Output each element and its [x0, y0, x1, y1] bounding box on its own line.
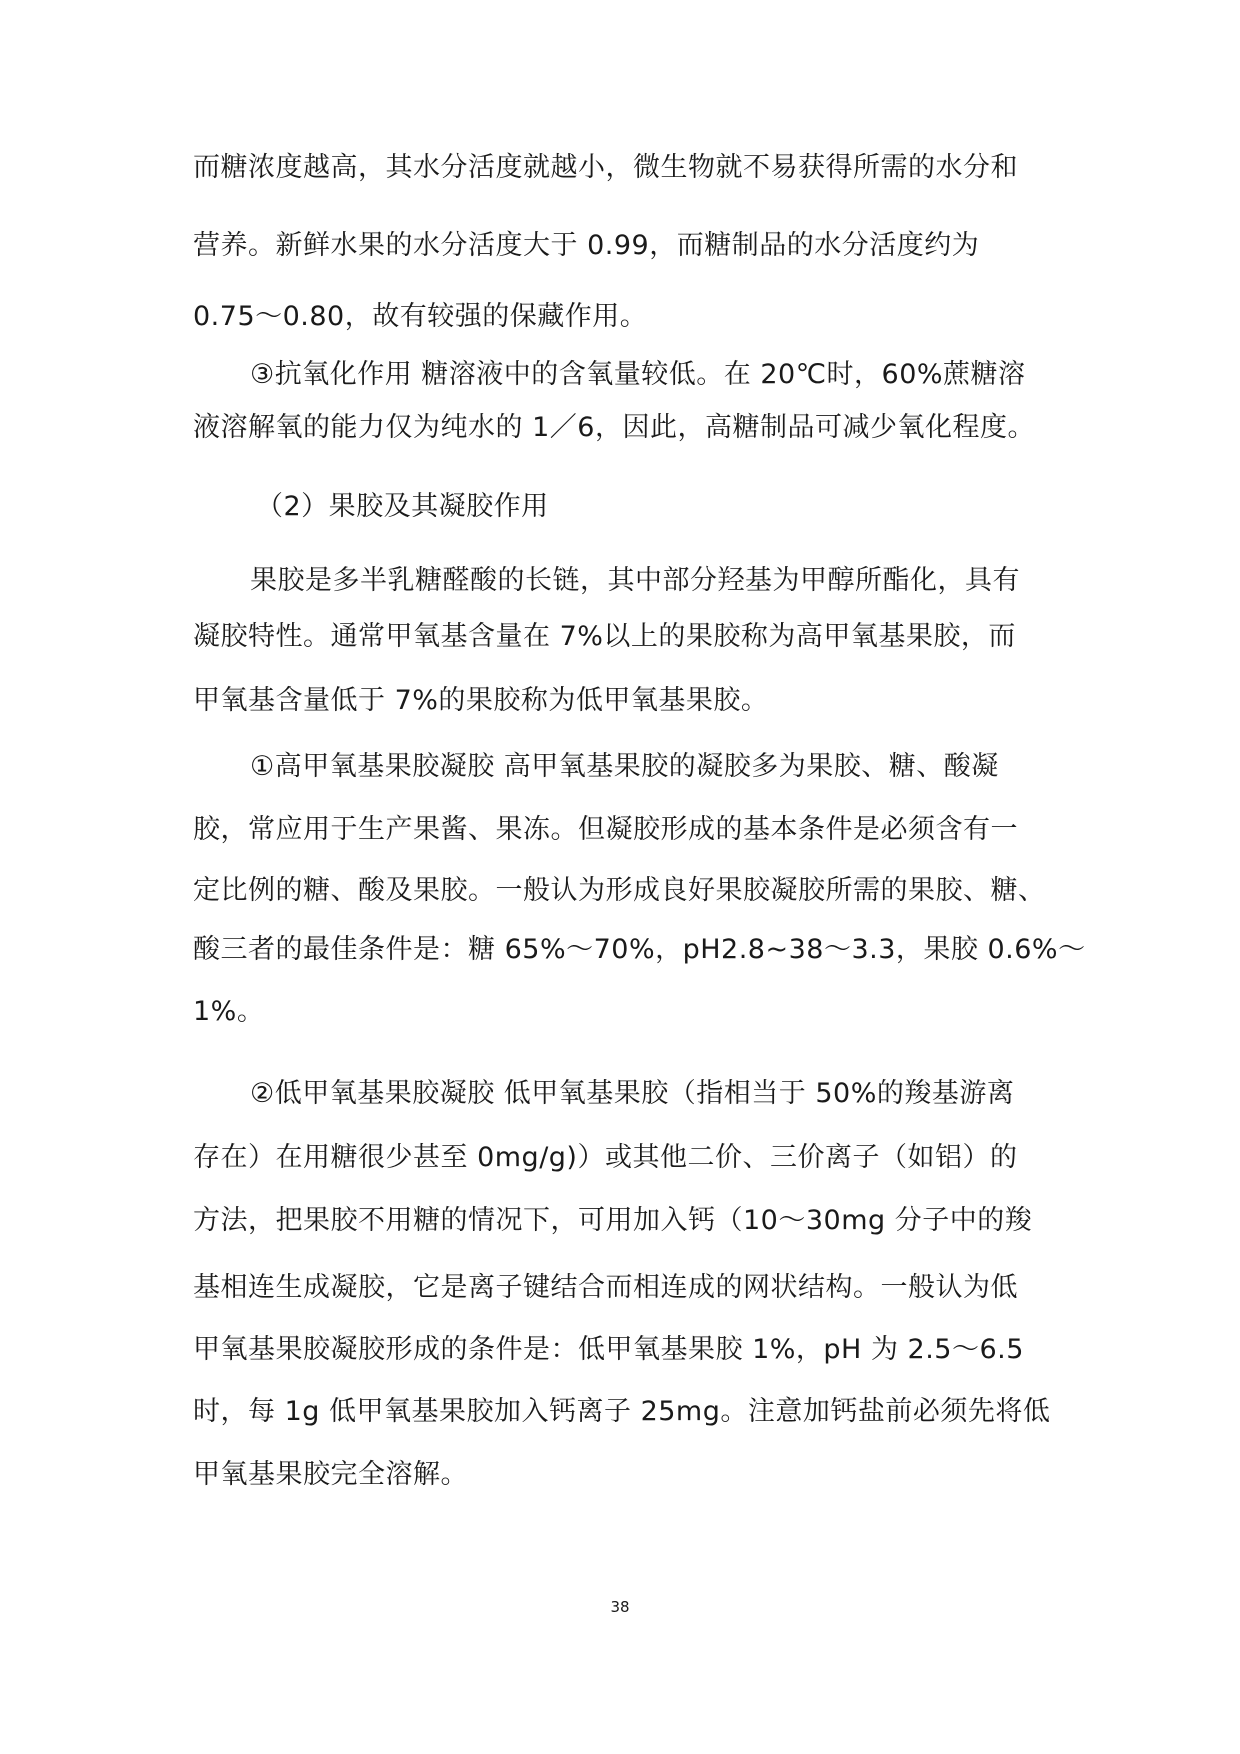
paragraph-line: 0.75～0.80，故有较强的保藏作用。 [193, 301, 648, 332]
page-number: 38 [610, 1598, 630, 1616]
paragraph-line: 存在）在用糖很少甚至 0mg/g)）或其他二价、三价离子（如铝）的 [193, 1142, 1018, 1173]
paragraph-line: 方法，把果胶不用糖的情况下，可用加入钙（10～30mg 分子中的羧 [193, 1205, 1033, 1236]
paragraph-line: 定比例的糖、酸及果胶。一般认为形成良好果胶凝胶所需的果胶、糖、 [193, 875, 1046, 906]
paragraph-line: 液溶解氧的能力仅为纯水的 1／6，因此，高糖制品可减少氧化程度。 [193, 412, 1035, 443]
paragraph-line: 果胶是多半乳糖醛酸的长链，其中部分羟基为甲醇所酯化，具有 [250, 565, 1020, 596]
paragraph-line: 凝胶特性。通常甲氧基含量在 7%以上的果胶称为高甲氧基果胶，而 [193, 621, 1016, 652]
paragraph-line: 营养。新鲜水果的水分活度大于 0.99，而糖制品的水分活度约为 [193, 230, 980, 261]
paragraph-line: ③抗氧化作用 糖溶液中的含氧量较低。在 20℃时，60%蔗糖溶 [250, 359, 1026, 390]
paragraph-line: 甲氧基果胶凝胶形成的条件是：低甲氧基果胶 1%，pH 为 2.5～6.5 [193, 1334, 1024, 1365]
paragraph-line: 甲氧基含量低于 7%的果胶称为低甲氧基果胶。 [193, 685, 769, 716]
paragraph-line: 而糖浓度越高，其水分活度就越小，微生物就不易获得所需的水分和 [193, 152, 1018, 183]
paragraph-line: ②低甲氧基果胶凝胶 低甲氧基果胶（指相当于 50%的羧基游离 [250, 1078, 1015, 1109]
paragraph-line: ①高甲氧基果胶凝胶 高甲氧基果胶的凝胶多为果胶、糖、酸凝 [250, 751, 999, 782]
paragraph-line: 甲氧基果胶完全溶解。 [193, 1459, 468, 1490]
paragraph-line: 胶，常应用于生产果酱、果冻。但凝胶形成的基本条件是必须含有一 [193, 814, 1018, 845]
paragraph-line: 时，每 1g 低甲氧基果胶加入钙离子 25mg。注意加钙盐前必须先将低 [193, 1396, 1051, 1427]
paragraph-line: 酸三者的最佳条件是：糖 65%～70%，pH2.8~38～3.3，果胶 0.6%～ [193, 934, 1086, 965]
section-heading: （2）果胶及其凝胶作用 [256, 491, 549, 522]
paragraph-line: 基相连生成凝胶，它是离子键结合而相连成的网状结构。一般认为低 [193, 1272, 1018, 1303]
paragraph-line: 1%。 [193, 996, 265, 1027]
